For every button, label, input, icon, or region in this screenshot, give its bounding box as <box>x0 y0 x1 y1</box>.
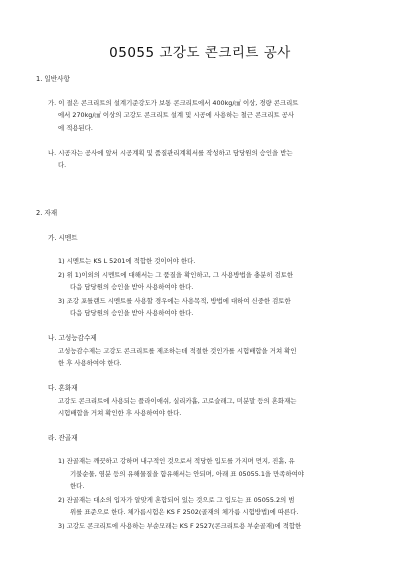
subsection-heading: 라. 잔골재 <box>48 434 78 442</box>
paragraph-line: 가. 이 절은 콘크리트의 설계기준강도가 보통 콘크리트에서 400kg/㎠ 이상, 경량 콘크리트 <box>48 99 299 107</box>
paragraph-line: 에서 270kg/㎠ 이상의 고강도 콘크리트 설계 및 시공에 사용하는 철근 콘크리트 공사 <box>58 111 295 119</box>
paragraph-line: 한 후 사용하여야 한다. <box>58 359 122 367</box>
paragraph-line: 고성능감수제는 고강도 콘크리트를 제조하는데 적절한 것인가를 시험배합을 거쳐 확인 <box>58 347 297 355</box>
list-item-line: 다음 담당원의 승인을 받아 사용하여야 한다. <box>70 309 194 317</box>
paragraph-line: 에 적용된다. <box>58 124 93 132</box>
list-item-line: 다음 담당원의 승인을 받아 사용하여야 한다. <box>70 283 194 291</box>
list-item-line: 기불순물, 염분 등의 유해물질을 함유해서는 안되며, 아래 표 05055.1을 만족하여야 <box>70 470 304 478</box>
list-item-line: 위를 표준으로 한다. 체가름시험은 KS F 2502(골재의 체가름 시험방법)에 따른다. <box>70 508 299 516</box>
paragraph-line: 다. <box>58 161 67 169</box>
document-title: 05055 고강도 콘크리트 공사 <box>109 45 291 61</box>
paragraph-line: 시험배합을 거쳐 확인한 후 사용하여야 한다. <box>58 409 182 417</box>
section-heading: 1. 일반사항 <box>36 75 70 83</box>
list-item-line: 한다. <box>70 482 85 490</box>
subsection-heading: 가. 시멘트 <box>48 234 78 242</box>
list-item-line: 3) 고강도 콘크리트에 사용하는 부순모래는 KS F 2527(콘크리트용 부순골재)에 적합한 <box>58 522 302 530</box>
section-heading: 2. 자재 <box>36 209 58 217</box>
list-item-line: 1) 잔골재는 깨끗하고 강하며 내구적인 것으로서 적당한 입도를 가지며 먼지, 진흙, 유 <box>58 457 295 465</box>
list-item-line: 1) 시멘트는 KS L 5201에 적합한 것이어야 한다. <box>58 257 196 265</box>
subsection-heading: 다. 혼화재 <box>48 384 78 392</box>
paragraph-line: 나. 시공자는 공사에 앞서 시공계획 및 품질관리계획서를 작성하고 담당원의 승인을 받는 <box>48 149 293 157</box>
subsection-heading: 나. 고성능감수제 <box>48 334 97 342</box>
list-item-line: 2) 잔골재는 대소의 입자가 알맞게 혼합되어 있는 것으로 그 입도는 표 05055.2의 범 <box>58 496 295 504</box>
list-item-line: 2) 위 1)이외의 시멘트에 대해서는 그 품질을 확인하고, 그 사용방법을 충분히 검토한 <box>58 271 294 279</box>
list-item-line: 3) 조강 포틀랜드 시멘트를 사용할 경우에는 사용목적, 방법에 대하여 신중한 검토한 <box>58 297 291 305</box>
paragraph-line: 고강도 콘크리트에 사용되는 플라이애쉬, 실리카흄, 고로슬래그, 미분말 등의 혼화재는 <box>58 397 297 405</box>
